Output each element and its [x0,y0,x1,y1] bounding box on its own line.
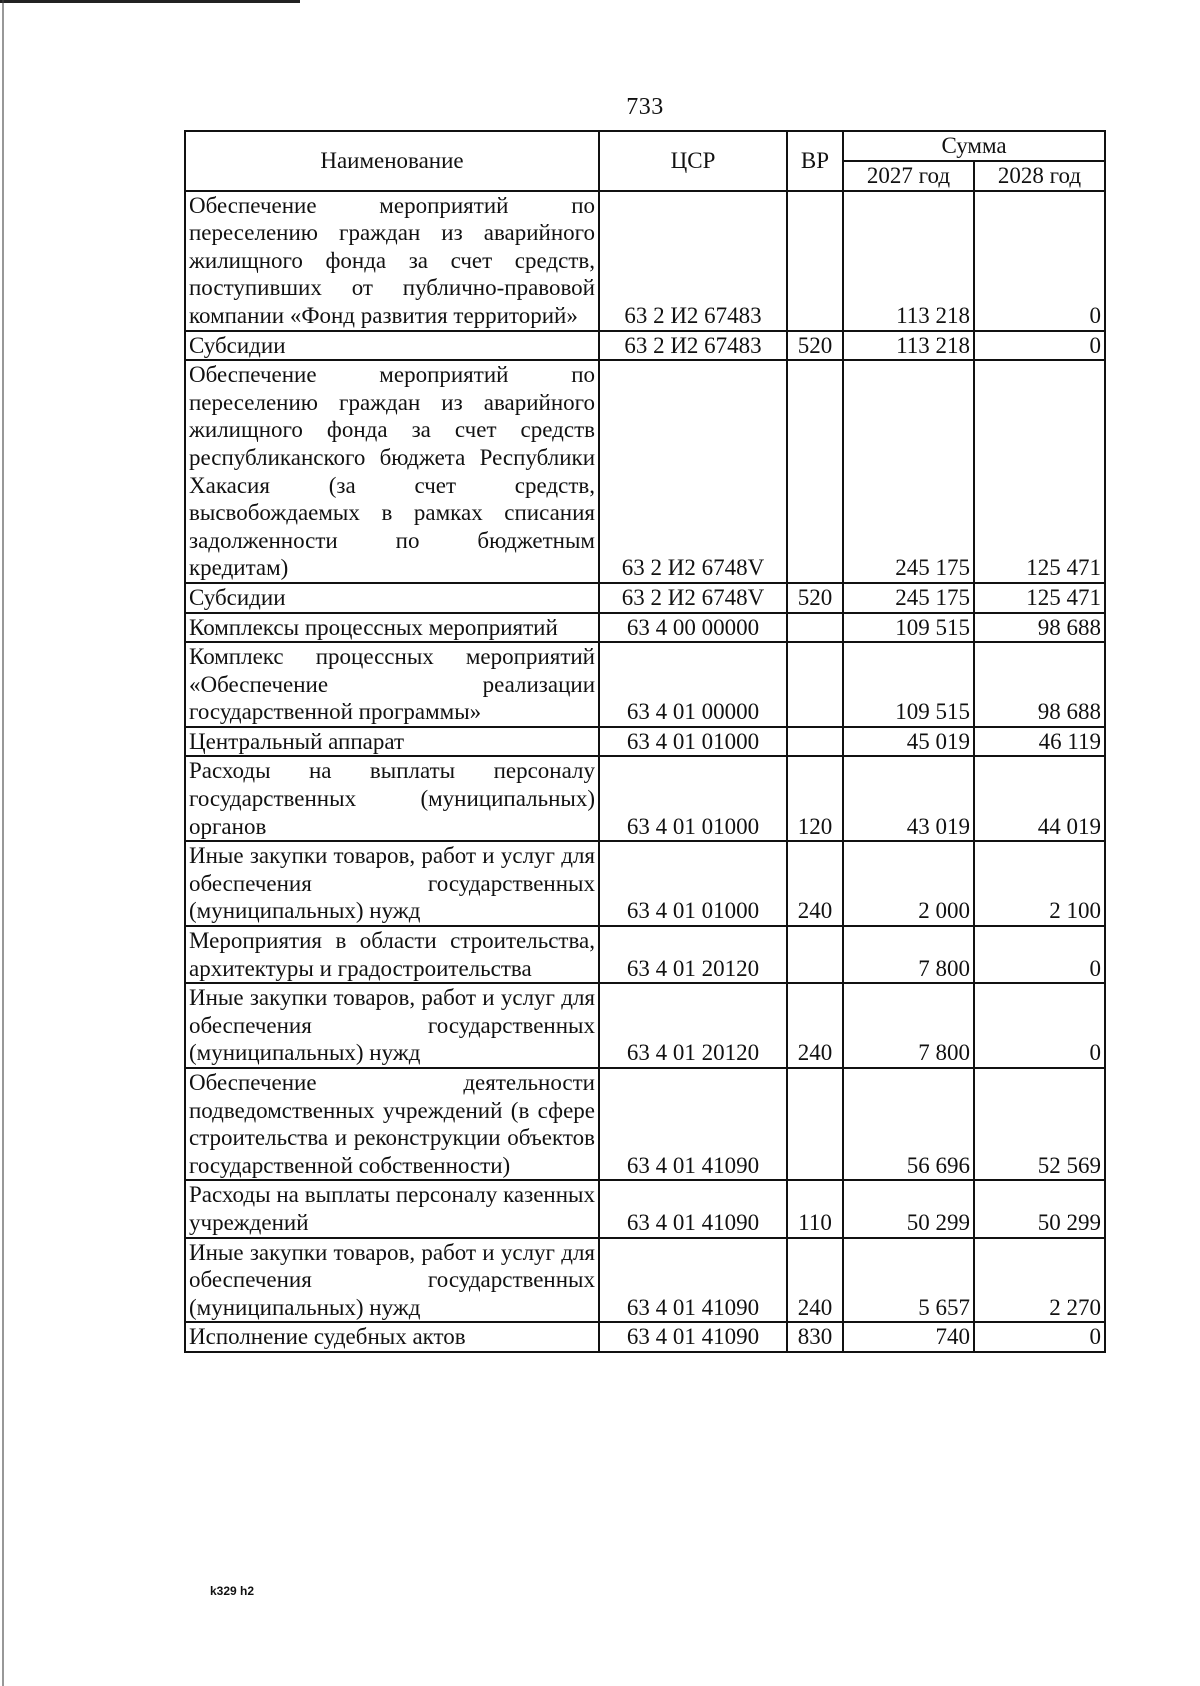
row-sum-2027: 7 800 [843,926,974,983]
row-csr: 63 4 01 41090 [599,1322,787,1352]
row-vr: 120 [787,756,843,841]
row-sum-2027: 56 696 [843,1068,974,1180]
row-csr: 63 4 01 00000 [599,642,787,727]
row-sum-2028: 2 100 [974,841,1105,926]
row-sum-2028: 125 471 [974,583,1105,613]
row-vr: 240 [787,983,843,1068]
row-sum-2027: 245 175 [843,360,974,583]
row-sum-2028: 44 019 [974,756,1105,841]
row-sum-2028: 0 [974,983,1105,1068]
row-sum-2028: 125 471 [974,360,1105,583]
table-row [185,926,1105,983]
row-csr: 63 4 01 41090 [599,1238,787,1323]
row-sum-2028: 0 [974,1322,1105,1352]
table-row [185,1238,1105,1323]
row-sum-2027: 109 515 [843,642,974,727]
table-row [185,756,1105,841]
row-name: Обеспечение мероприятий по переселению граждан из аварийного жилищного фонда за счет средств, поступивших от публично-правовой компании «Фонд развития территорий» [185,191,599,331]
row-sum-2027: 5 657 [843,1238,974,1323]
row-csr: 63 2 И2 6748V [599,360,787,583]
row-vr: 110 [787,1180,843,1237]
row-name: Комплекс процессных мероприятий «Обеспечение реализации государственной программы» [185,642,599,727]
header-sum: Сумма [843,131,1105,161]
row-csr: 63 2 И2 67483 [599,331,787,361]
row-vr [787,642,843,727]
scan-edge-left [2,0,4,1686]
header-name: Наименование [185,131,599,191]
row-name: Обеспечение деятельности подведомственных учреждений (в сфере строительства и реконструкции объектов государственной собственности) [185,1068,599,1180]
row-csr: 63 4 00 00000 [599,613,787,643]
row-sum-2028: 98 688 [974,642,1105,727]
table-row [185,841,1105,926]
row-name: Иные закупки товаров, работ и услуг для обеспечения государственных (муниципальных) нужд [185,983,599,1068]
header-year-2027: 2027 год [843,161,974,191]
row-name: Иные закупки товаров, работ и услуг для обеспечения государственных (муниципальных) нужд [185,1238,599,1323]
header-year-2028: 2028 год [974,161,1105,191]
scan-edge-top [0,0,300,3]
row-csr: 63 2 И2 67483 [599,191,787,331]
table-row [185,983,1105,1068]
row-name: Субсидии [185,331,599,361]
row-csr: 63 4 01 41090 [599,1068,787,1180]
row-name: Обеспечение мероприятий по переселению граждан из аварийного жилищного фонда за счет средств республиканского бюджета Республики Хакасия (за счет средств, высвобождаемых в рамках списания задолженности по бюджетным кредитам) [185,360,599,583]
row-name: Центральный аппарат [185,727,599,757]
header-vr: ВР [787,131,843,191]
row-sum-2028: 0 [974,191,1105,331]
row-sum-2028: 0 [974,331,1105,361]
row-name: Субсидии [185,583,599,613]
row-vr [787,727,843,757]
table-row [185,583,1105,613]
row-vr [787,1068,843,1180]
row-name: Исполнение судебных актов [185,1322,599,1352]
table-row [185,1180,1105,1237]
row-vr: 240 [787,1238,843,1323]
table-row [185,613,1105,643]
row-sum-2027: 7 800 [843,983,974,1068]
row-csr: 63 4 01 01000 [599,756,787,841]
row-sum-2027: 2 000 [843,841,974,926]
row-csr: 63 4 01 01000 [599,727,787,757]
table-row [185,331,1105,361]
row-sum-2027: 740 [843,1322,974,1352]
row-sum-2027: 113 218 [843,331,974,361]
row-sum-2028: 50 299 [974,1180,1105,1237]
row-vr [787,613,843,643]
table-row [185,727,1105,757]
row-sum-2027: 113 218 [843,191,974,331]
row-vr [787,191,843,331]
row-vr: 830 [787,1322,843,1352]
table-row [185,1322,1105,1352]
row-sum-2028: 2 270 [974,1238,1105,1323]
row-csr: 63 4 01 01000 [599,841,787,926]
row-sum-2028: 0 [974,926,1105,983]
row-sum-2027: 43 019 [843,756,974,841]
row-vr [787,926,843,983]
row-csr: 63 4 01 20120 [599,926,787,983]
row-vr: 520 [787,331,843,361]
row-name: Иные закупки товаров, работ и услуг для обеспечения государственных (муниципальных) нужд [185,841,599,926]
row-sum-2028: 52 569 [974,1068,1105,1180]
budget-table [184,130,1106,1353]
table-row [185,1068,1105,1180]
row-name: Расходы на выплаты персоналу казенных учреждений [185,1180,599,1237]
row-name: Мероприятия в области строительства, архитектуры и градостроительства [185,926,599,983]
table-row [185,191,1105,331]
page-number: 733 [626,94,664,120]
row-name: Расходы на выплаты персоналу государственных (муниципальных) органов [185,756,599,841]
row-sum-2028: 46 119 [974,727,1105,757]
row-sum-2027: 50 299 [843,1180,974,1237]
table-row [185,642,1105,727]
footer-code: k329 h2 [210,1584,255,1598]
row-sum-2028: 98 688 [974,613,1105,643]
row-vr: 240 [787,841,843,926]
row-sum-2027: 109 515 [843,613,974,643]
row-csr: 63 2 И2 6748V [599,583,787,613]
table-row [185,360,1105,583]
row-sum-2027: 245 175 [843,583,974,613]
row-name: Комплексы процессных мероприятий [185,613,599,643]
row-csr: 63 4 01 20120 [599,983,787,1068]
row-vr [787,360,843,583]
row-sum-2027: 45 019 [843,727,974,757]
row-vr: 520 [787,583,843,613]
header-csr: ЦСР [599,131,787,191]
row-csr: 63 4 01 41090 [599,1180,787,1237]
